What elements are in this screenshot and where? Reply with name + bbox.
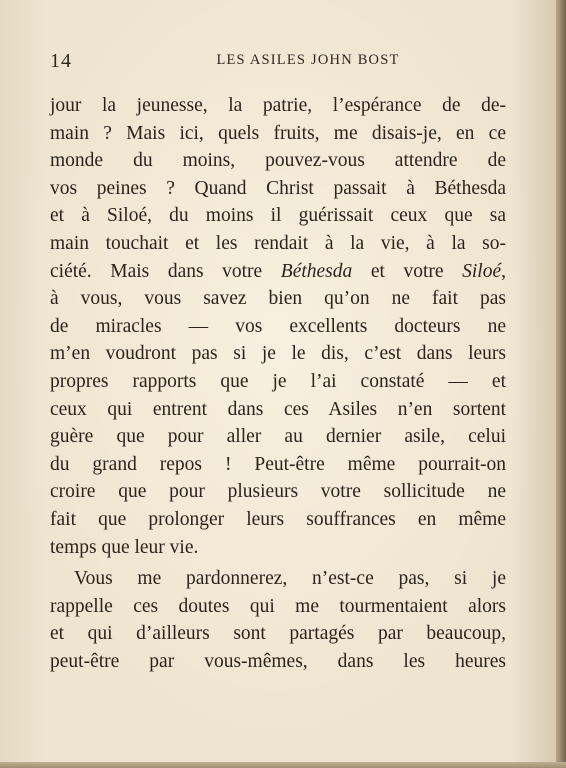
text-line: main ? Mais ici, quels fruits, me disais-je, en ce (50, 122, 506, 144)
scan-edge-right (556, 0, 566, 768)
text-line: guère que pour aller au dernier asile, celui (50, 426, 506, 448)
text-line: et qui d’ailleurs sont partagés par beaucoup, (50, 623, 506, 645)
italic-place-name: Siloé (462, 260, 502, 282)
text-line: croire que pour plusieurs votre sollicitude ne (50, 481, 506, 503)
running-title: LES ASILES JOHN BOST (216, 52, 400, 68)
text-line (50, 258, 506, 286)
text-line: fait que prolonger leurs souffrances en même (50, 508, 506, 530)
text-fragment: ciété. Mais dans votre (50, 260, 281, 282)
text-line: à vous, vous savez bien qu’on ne fait pas (50, 288, 506, 310)
text-line: peut-être par vous-mêmes, dans les heures (50, 650, 506, 672)
italic-place-name: Béthesda (280, 260, 353, 282)
text-line: et à Siloé, du moins il guérissait ceux que sa (50, 205, 506, 227)
paragraph-end-line: temps que leur vie. (50, 536, 199, 558)
body-text (50, 92, 506, 675)
text-line: m’en voudront pas si je le dis, c’est dans leurs (50, 343, 506, 365)
text-line: main touchait et les rendait à la vie, à la so- (50, 232, 506, 254)
scan-edge-bottom (0, 762, 566, 768)
text-line: monde du moins, pouvez-vous attendre de (50, 150, 506, 172)
text-line: ceux qui entrent dans ces Asiles n’en sortent (50, 398, 506, 420)
text-line: du grand repos ! Peut-être même pourrait-on (50, 453, 506, 475)
paragraph-first-line: Vous me pardonnerez, n’est-ce pas, si je (74, 568, 506, 590)
text-line: jour la jeunesse, la patrie, l’espérance de de- (50, 95, 506, 116)
text-fragment: et votre (352, 260, 463, 282)
text-line: vos peines ? Quand Christ passait à Béthesda (50, 177, 506, 199)
running-head (50, 50, 506, 70)
text-line: propres rapports que je l’ai constaté — et (50, 370, 506, 392)
text-fragment: , (501, 260, 506, 282)
text-line: de miracles — vos excellents docteurs ne (50, 315, 506, 337)
text-line: rappelle ces doutes qui me tourmentaient alors (50, 595, 506, 617)
page-number: 14 (50, 50, 72, 72)
